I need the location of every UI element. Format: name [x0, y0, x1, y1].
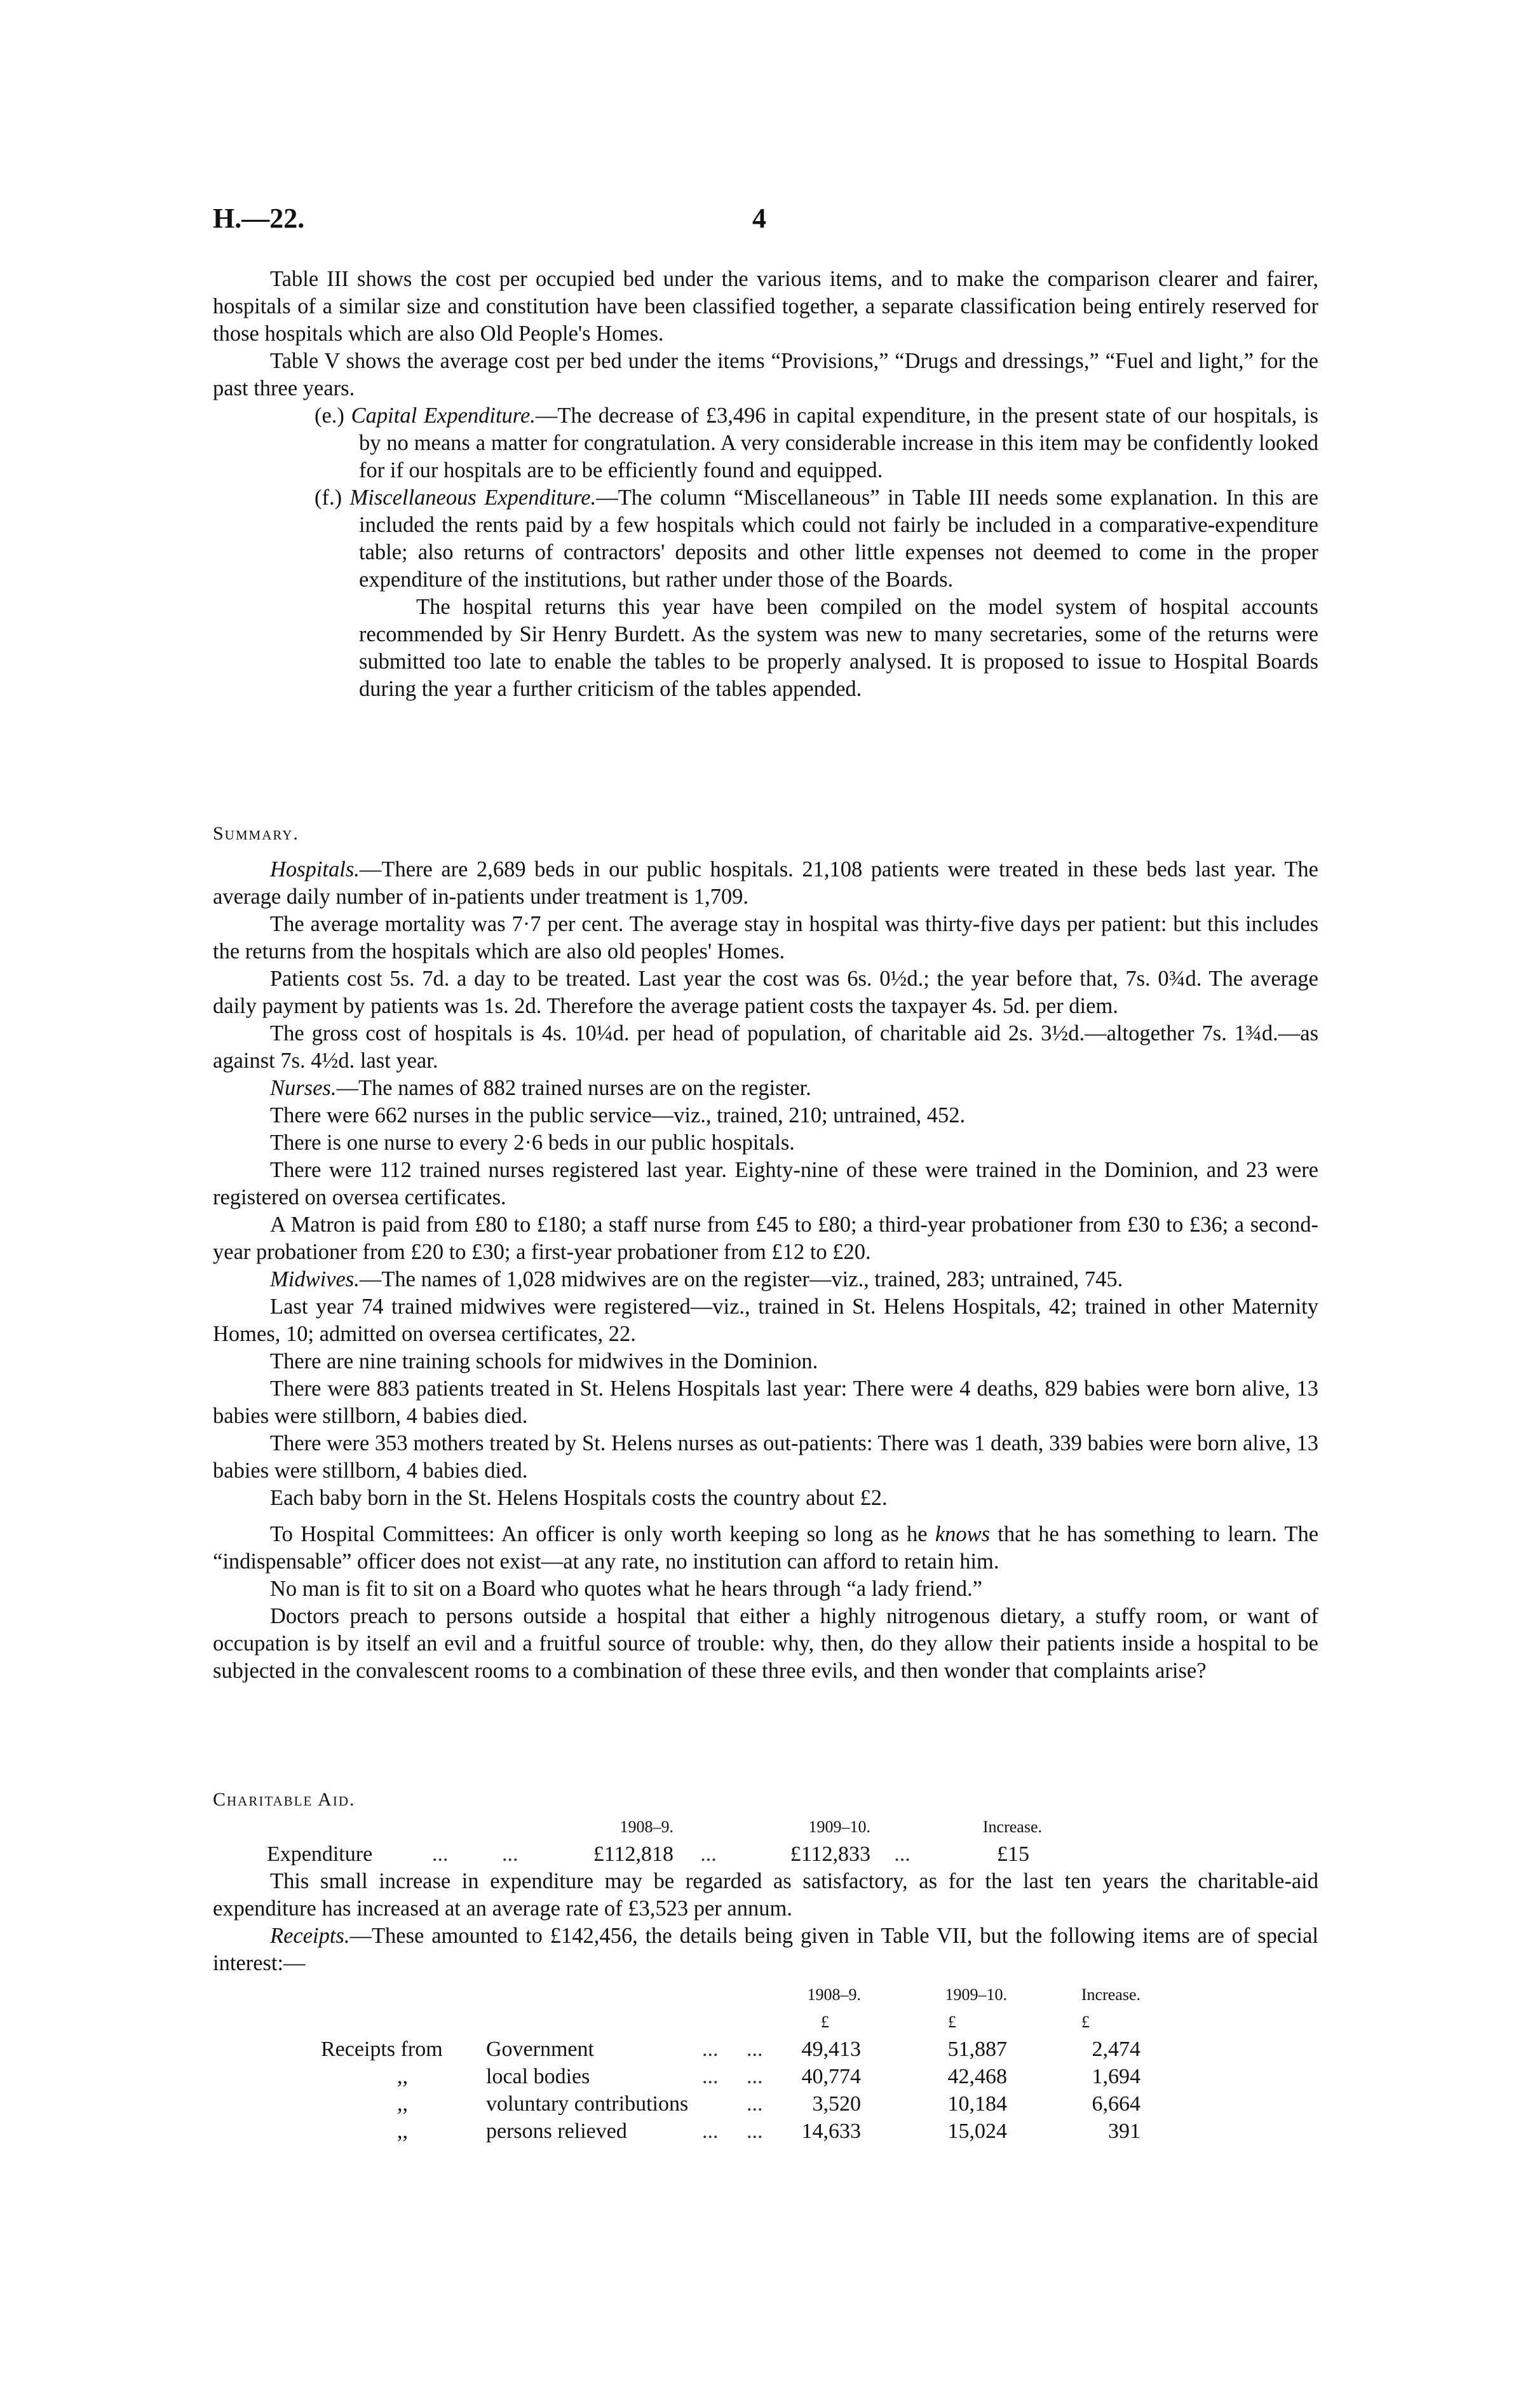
- summary-paragraph: No man is fit to sit on a Board who quotes what he hears through “a lady friend.”: [270, 1577, 982, 1601]
- table-header-row: [267, 1813, 1042, 1840]
- top-section: [213, 266, 1318, 703]
- row-prefix: ,,: [397, 2065, 408, 2088]
- receipts-table: [321, 1981, 1140, 2145]
- leader-dots: ...: [747, 2119, 763, 2143]
- intro-paragraph: [213, 348, 1318, 402]
- row-prefix: Receipts from: [321, 2037, 443, 2061]
- table-unit-row: [321, 2008, 1140, 2036]
- summary-text: that he has something to learn. The “indispensable” officer does not exist—at any rate, no institution can afford to retain him.: [213, 1522, 1319, 1574]
- leader-dots: ...: [702, 2037, 719, 2061]
- table-cell: 49,413: [801, 2037, 861, 2061]
- summary-paragraph: The gross cost of hospitals is 4s. 10¼d. per head of population, of charitable aid 2s. 3½d.—altogether 7s. 1¾d.—as against 7s. 4½d. last year.: [213, 1021, 1318, 1073]
- summary-paragraph: There were 883 patients treated in St. Helens Hospitals last year: There were 4 deaths, 829 babies were born alive, 13 babies were stillborn, 4 babies died.: [213, 1377, 1318, 1428]
- row-label: persons relieved: [486, 2119, 627, 2143]
- table-cell: 391: [1108, 2119, 1140, 2143]
- column-header: 1908–9.: [807, 1985, 861, 2004]
- column-header: Increase.: [1081, 1985, 1140, 2004]
- charitable-aid-paragraph: This small increase in expenditure may be regarded as satisfactory, as for the last ten years the charitable-aid expenditure has increased at an average rate of £3,523 per annum.: [213, 1869, 1318, 1921]
- unit-label: £: [821, 2013, 829, 2031]
- table-cell: 14,633: [801, 2119, 861, 2143]
- row-label: local bodies: [486, 2065, 590, 2088]
- row-label: Expenditure: [267, 1842, 373, 1866]
- receipts-paragraph: [213, 1922, 1318, 1977]
- intro-text: Table V shows the average cost per bed under the items “Provisions,” “Drugs and dressings,” “Fuel and light,” for the past three years.: [213, 349, 1318, 400]
- leader-dots: ...: [432, 1842, 449, 1866]
- column-header: 1909–10.: [945, 1985, 1007, 2004]
- table-row: [267, 1840, 1042, 1868]
- summary-paragraph: [213, 1266, 1318, 1293]
- summary-paragraph: [213, 856, 1318, 911]
- column-header: Increase.: [982, 1818, 1042, 1836]
- summary-text: —The names of 1,028 midwives are on the register—viz., trained, 283; untrained, 745.: [359, 1267, 1123, 1291]
- receipts-label: Receipts.: [270, 1924, 350, 1948]
- summary-paragraph: [213, 1521, 1318, 1575]
- summary-paragraph: Last year 74 trained midwives were registered—viz., trained in St. Helens Hospitals, 42; trained in other Maternity Homes, 10; admitted on oversea certificates, 22.: [213, 1295, 1318, 1346]
- summary-text: —There are 2,689 beds in our public hospitals. 21,108 patients were treated in these beds last year. The average daily number of in-patients under treatment is 1,709.: [213, 857, 1318, 909]
- item-title: Miscellaneous Expenditure.: [349, 486, 597, 510]
- table-cell: 42,468: [947, 2065, 1007, 2088]
- table-row: [321, 2118, 1140, 2145]
- intro-paragraph: [213, 266, 1318, 348]
- leader-dots: ...: [747, 2065, 763, 2088]
- intro-text: Table III shows the cost per occupied bed under the various items, and to make the comparison clearer and fairer, hospitals of a similar size and constitution have been classified together, a separate classification being entirely reserved for those hospitals which are also Old People's Homes.: [213, 267, 1318, 346]
- leader-dots: ...: [502, 1842, 518, 1866]
- summary-paragraph: Doctors preach to persons outside a hospital that either a highly nitrogenous dietary, a stuffy room, or want of occupation is by itself an evil and a fruitful source of trouble: why, then, do they allow their patients inside a hospital to be subjected in the convalescent rooms to a combination of these three evils, and then wonder that complaints arise?: [213, 1604, 1318, 1683]
- table-cell: 15,024: [947, 2119, 1007, 2143]
- column-header: 1909–10.: [808, 1818, 870, 1836]
- leader-dots: ...: [747, 2037, 763, 2061]
- unit-label: £: [1081, 2013, 1090, 2031]
- summary-paragraph: Each baby born in the St. Helens Hospitals costs the country about £2.: [270, 1486, 888, 1510]
- table-header-row: [321, 1981, 1140, 2008]
- table-cell: 51,887: [947, 2037, 1007, 2061]
- item-marker: (f.): [315, 486, 342, 510]
- row-label: Government: [486, 2037, 594, 2061]
- summary-paragraph: [213, 1075, 1318, 1102]
- summary-paragraph: The average mortality was 7·7 per cent. The average stay in hospital was thirty-five days per patient: but this includes the returns from the hospitals which are also old peoples' Homes.: [213, 912, 1318, 963]
- table-row: [321, 2036, 1140, 2063]
- document-reference: H.—22.: [213, 203, 305, 234]
- item-marker: (e.): [315, 404, 344, 428]
- midwives-label: Midwives.: [270, 1267, 360, 1291]
- table-cell: 40,774: [801, 2065, 861, 2088]
- summary-paragraph: A Matron is paid from £80 to £180; a staff nurse from £45 to £80; a third-year probationer from £30 to £36; a second-year probationer from £20 to £30; a first-year probationer from £12 to £20.: [213, 1213, 1318, 1264]
- intro-block: [35, 266, 1318, 402]
- summary-paragraph: There were 112 trained nurses registered last year. Eighty-nine of these were trained in the Dominion, and 23 were registered on oversea certificates.: [213, 1158, 1318, 1209]
- item-text: —The column “Miscellaneous” in Table III needs some explanation. In this are included the rents paid by a few hospitals which could not fairly be included in a comparative-expenditure table; also returns of contractors' deposits and other little expenses not deemed to come in the proper expenditure of the institutions, but rather under those of the Boards.: [359, 486, 1318, 592]
- summary-section: [213, 820, 1318, 1685]
- column-header: 1908–9.: [619, 1818, 673, 1836]
- table-row: [321, 2090, 1140, 2118]
- page-number: 4: [752, 203, 766, 234]
- hospitals-label: Hospitals.: [270, 857, 360, 881]
- summary-paragraph: There are nine training schools for midwives in the Dominion.: [270, 1349, 818, 1373]
- row-prefix: ,,: [397, 2119, 408, 2143]
- summary-title: Summary.: [213, 823, 299, 844]
- summary-paragraph: There were 353 mothers treated by St. Helens nurses as out-patients: There was 1 death, 339 babies were born alive, 13 babies were stillborn, 4 babies died.: [213, 1431, 1318, 1483]
- unit-label: £: [948, 2013, 956, 2031]
- leader-dots: ...: [700, 1842, 717, 1866]
- summary-paragraph: Patients cost 5s. 7d. a day to be treated. Last year the cost was 6s. 0½d.; the year before that, 7s. 0¾d. The average daily payment by patients was 1s. 2d. Therefore the average patient costs the taxpayer 4s. 5d. per diem.: [213, 967, 1318, 1018]
- table-cell: £15: [997, 1842, 1029, 1866]
- summary-text: —The names of 882 trained nurses are on the register.: [336, 1076, 811, 1100]
- table-cell: 1,694: [1092, 2065, 1140, 2088]
- table-cell: 10,184: [947, 2092, 1007, 2116]
- item-e: [213, 402, 1318, 484]
- nurses-label: Nurses.: [270, 1076, 337, 1100]
- table-cell: 3,520: [812, 2092, 861, 2116]
- table-row: [321, 2063, 1140, 2090]
- leader-dots: ...: [747, 2092, 763, 2116]
- leader-dots: ...: [702, 2065, 719, 2088]
- row-prefix: ,,: [397, 2092, 408, 2116]
- item-f-continuation: The hospital returns this year have been compiled on the model system of hospital accounts recommended by Sir Henry Burdett. As the system was new to many secretaries, some of the returns were submitted too late to enable the tables to be properly analysed. It is proposed to issue to Hospital Boards during the year a further criticism of the tables appended.: [359, 595, 1318, 701]
- expenditure-table: [267, 1813, 1042, 1868]
- table-cell: £112,833: [790, 1842, 870, 1866]
- leader-dots: ...: [894, 1842, 910, 1866]
- item-f: [213, 484, 1318, 594]
- leader-dots: [702, 2090, 747, 2118]
- row-label: voluntary contributions: [486, 2092, 689, 2116]
- item-text: —The decrease of £3,496 in capital expenditure, in the present state of our hospitals, is by no means a matter for congratulation. A very considerable increase in this item may be confidently looked for if our hospitals are to be efficiently found and equipped.: [359, 404, 1318, 482]
- table-cell: 2,474: [1092, 2037, 1140, 2061]
- table-cell: £112,818: [593, 1842, 673, 1866]
- emphasis: knows: [935, 1522, 991, 1546]
- summary-paragraph: There is one nurse to every 2·6 beds in our public hospitals.: [270, 1131, 795, 1155]
- item-title: Capital Expenditure.: [351, 404, 536, 428]
- charitable-aid-section: [213, 1786, 1318, 2145]
- table-cell: 6,664: [1092, 2092, 1140, 2116]
- receipts-text: —These amounted to £142,456, the details being given in Table VII, but the following items are of special interest:—: [213, 1924, 1318, 1975]
- summary-paragraph: There were 662 nurses in the public service—viz., trained, 210; untrained, 452.: [270, 1103, 966, 1127]
- charitable-aid-title: Charitable Aid.: [213, 1789, 356, 1810]
- summary-text: To Hospital Committees: An officer is only worth keeping so long as he: [270, 1522, 935, 1546]
- leader-dots: ...: [702, 2119, 719, 2143]
